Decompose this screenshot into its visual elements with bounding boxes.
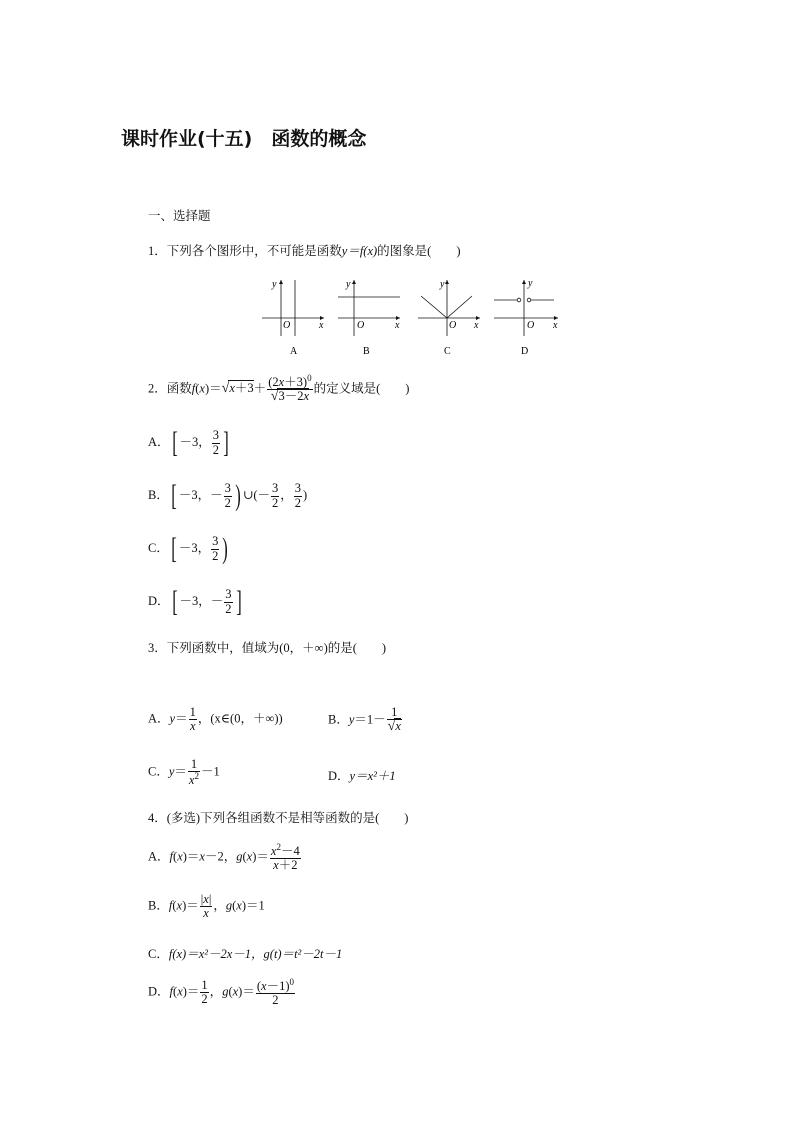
q4-option-c: C．f(x)＝x²－2x－1，g(t)＝t²－2t－1 xyxy=(148,947,343,961)
graph-c-x-label: x xyxy=(474,320,479,331)
q4-option-a: A．f(x)＝x－2，g(x)＝ $\frac{x^2-4}{x+2}$ xyxy=(148,842,300,873)
graph-a-origin-label: O xyxy=(283,320,291,331)
q4-option-b: B．f(x)＝ $\frac{|x|}{x}$ ，g(x)＝1 xyxy=(148,892,265,921)
q1-text-before: 1．下列各个图形中，不可能是函数 xyxy=(148,244,342,258)
q1-formula: y＝f(x) xyxy=(341,244,378,258)
graph-c-caption: C xyxy=(444,346,451,357)
graph-d-origin-label: O xyxy=(527,320,535,331)
question-2: 2．函数f(x)＝√x＋3＋ $\frac{(2x+3)^0}{√3-2x}$ 的定义域是( ) xyxy=(148,373,410,405)
q3-option-a: A．y＝ $\frac{1}{x}$ ，(x∈(0，＋∞)) xyxy=(148,705,283,734)
graph-b-caption: B xyxy=(363,346,370,357)
graph-c-origin-label: O xyxy=(449,320,457,331)
question-1 xyxy=(148,241,461,259)
question-3: 3．下列函数中，值域为(0，＋∞)的是( ) xyxy=(148,641,387,655)
graph-b-x-label: x xyxy=(395,320,400,331)
graph-c-y-label: y xyxy=(440,279,445,290)
graph-a-x-label: x xyxy=(319,320,324,331)
q4-option-d: D．f(x)＝ $\frac{1}{2}$ ，g(x)＝ $\frac{(x-1)^0}{2}$ xyxy=(148,977,294,1008)
graph-d-y-label: y xyxy=(528,278,533,289)
section-heading: 一、选择题 xyxy=(148,209,211,223)
graph-c-curve xyxy=(421,296,472,318)
q2-suffix: 的定义域是( ) xyxy=(313,381,410,396)
q2-option-a: A．[ －3， $\frac{3}{2}$ ] xyxy=(148,426,229,459)
q3-option-c: C．y＝ $\frac{1}{x^2}$ －1 xyxy=(148,757,220,788)
graph-a-y-label: y xyxy=(272,279,277,290)
q2-option-d: D．[ －3，－ $\frac{3}{2}$ ] xyxy=(148,585,242,618)
graph-b-y-label: y xyxy=(346,279,351,290)
graph-d-caption: D xyxy=(521,346,529,357)
q2-option-c: C．[ －3， $\frac{3}{2}$ ) xyxy=(148,532,229,565)
q2-prefix: 2．函数 xyxy=(148,381,192,396)
graph-d-open-point-right xyxy=(527,298,531,302)
q2-option-b: B．[ －3，－ $\frac{3}{2}$ ) ∪(－ $\frac{3}{2}$ ， $\frac{3}{2}$ ) xyxy=(148,479,308,512)
graph-a-caption: A xyxy=(290,346,298,357)
q3-option-b: B．y＝1－ $\frac{1}{√x}$ xyxy=(328,705,401,735)
graph-d-open-point-left xyxy=(517,298,521,302)
q1-text-after: 的图象是( ) xyxy=(377,244,461,258)
question-4: 4．(多选)下列各组函数不是相等函数的是( ) xyxy=(148,811,409,825)
graph-b-origin-label: O xyxy=(357,320,365,331)
q1-graphs xyxy=(258,274,564,360)
q3-option-d: D．y＝x²＋1 xyxy=(328,769,396,783)
page-title: 课时作业(十五) 函数的概念 xyxy=(121,128,367,150)
graph-d-x-label: x xyxy=(553,320,558,331)
